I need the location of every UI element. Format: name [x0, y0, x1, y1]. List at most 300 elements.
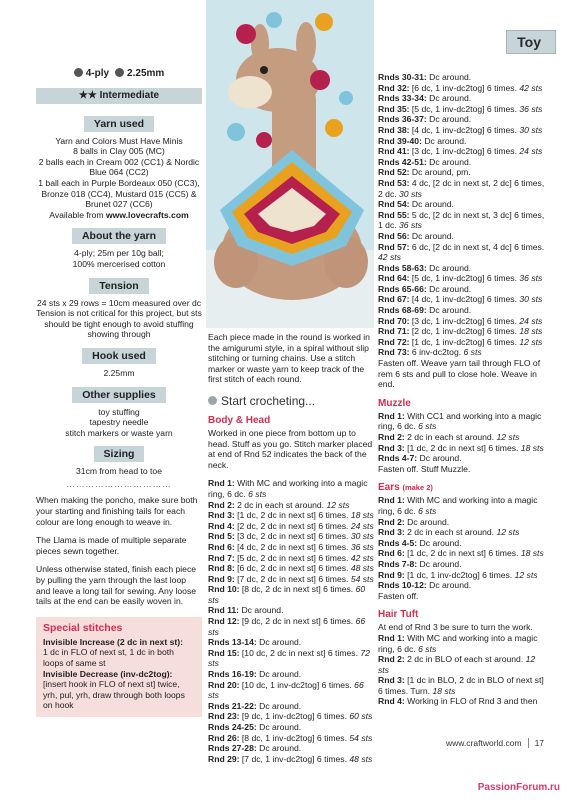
yarn-used-section — [36, 114, 202, 221]
stitch-count: 60 sts — [208, 584, 366, 605]
stitch-count: 12 sts — [496, 527, 520, 538]
round-instruction: Dc around. — [429, 305, 472, 316]
round-instruction: With MC and working into a magic ring, 6 dc. — [208, 478, 368, 499]
stitch-count: 18 sts — [520, 548, 544, 559]
stitch-count: 36 sts — [399, 220, 422, 231]
round-instruction: [1 dc, 2 dc in next st] 6 times. — [407, 442, 521, 453]
round-label: Rnd 73: — [378, 347, 412, 358]
round-instruction: 2 dc in BLO of each st around. — [407, 654, 526, 665]
stitch-count: 42 sts — [378, 252, 401, 263]
round-row — [378, 72, 548, 83]
inc-title — [43, 637, 195, 648]
hook-icon — [115, 68, 124, 77]
stitch-count: 30 sts — [519, 124, 543, 135]
round-row — [208, 510, 374, 521]
round-label: Rnds 33-34: — [378, 93, 430, 104]
stitch-count: 12 sts — [514, 569, 538, 580]
round-label: Rnd 23: — [208, 711, 242, 722]
round-instruction: With MC and working into a magic ring, 6 dc. — [378, 632, 538, 654]
round-instruction: Dc around. — [411, 230, 454, 241]
round-label: Rnd 3: — [378, 675, 408, 686]
round-row — [208, 605, 374, 616]
round-label: Rnd 5: — [208, 531, 238, 542]
dec-title-text: Invisible Decrease (inv-dc2tog): — [43, 668, 173, 679]
stitch-count: 36 sts — [350, 541, 374, 552]
round-row — [378, 559, 548, 570]
round-label: Rnds 58-63: — [378, 262, 430, 273]
round-instruction: Dc around. — [429, 93, 472, 104]
footer-site[interactable]: www.craftworld.com — [446, 738, 522, 748]
round-instruction: Dc around. — [429, 114, 472, 125]
round-label: Rnd 57: — [378, 241, 412, 252]
round-row — [378, 326, 548, 337]
stitch-count: 48 sts — [350, 563, 374, 574]
round-instruction: [1 dc, 2 dc in next st] 6 times. — [237, 510, 351, 521]
sizing-section — [36, 444, 202, 489]
round-instruction: Dc around. — [407, 516, 450, 527]
round-instruction: [3 dc, 2 dc in next st] 6 times. — [237, 531, 351, 542]
tension-text: 24 sts x 29 rows = 10cm measured over dc Tension is not critical for this project, but sts should be tight enough to avoid stuffing showing through — [36, 297, 202, 340]
round-row — [378, 696, 548, 707]
round-instruction: 6 dc, [2 dc in next st, 4 dc] 6 times. — [411, 241, 545, 252]
round-label: Rnd 6: — [208, 541, 238, 552]
stitch-count: 48 sts — [349, 753, 373, 764]
stitch-count: 18 sts — [520, 442, 544, 453]
round-instruction: Dc around. — [241, 605, 284, 616]
round-label: Rnds 24-25: — [208, 722, 260, 732]
round-row — [208, 669, 374, 680]
round-label: Rnds 4-7: — [378, 453, 420, 464]
middle-column — [208, 332, 374, 764]
round-label: Rnd 2: — [208, 499, 238, 510]
round-row — [378, 231, 548, 242]
stitch-count: 6 sts — [418, 643, 437, 654]
round-instruction: Dc around. — [419, 558, 462, 569]
hair-tuft-rows — [378, 633, 548, 707]
round-instruction: [6 dc, 1 inv-dc2tog] 6 times. — [411, 82, 520, 93]
avail-prefix: Available from — [49, 209, 106, 220]
round-label: Rnd 1: — [378, 632, 408, 643]
round-row — [208, 701, 374, 712]
round-row — [208, 637, 374, 648]
round-label: Rnd 2: — [378, 654, 408, 665]
round-row — [378, 104, 548, 115]
round-row — [208, 531, 374, 542]
round-label: Rnd 53: — [378, 177, 412, 188]
round-label: Rnd 6: — [378, 548, 408, 559]
round-label: Rnds 4-5: — [378, 537, 420, 548]
page-number: 17 — [528, 738, 544, 748]
tension-section — [36, 276, 202, 340]
section-heading: About the yarn — [72, 228, 166, 244]
dotted-divider: …………………………… — [66, 478, 172, 489]
muzzle-rows — [378, 411, 548, 464]
round-row — [378, 337, 548, 348]
round-row — [378, 654, 548, 675]
round-row — [378, 675, 548, 696]
round-label: Rnd 41: — [378, 146, 412, 157]
level-stars: ★★ — [78, 89, 97, 101]
round-label: Rnds 65-66: — [378, 283, 430, 294]
round-instruction: Dc around. — [259, 743, 302, 754]
fasten-off-text: Fasten off. Weave yarn tail through FLO of rem 6 sts and pull to close hole. Weave in end. — [378, 358, 541, 390]
round-label: Rnd 70: — [378, 315, 412, 326]
round-label: Rnd 29: — [208, 753, 242, 764]
round-instruction: [9 dc, 1 inv-dc2tog] 6 times. — [241, 711, 350, 722]
round-row — [378, 83, 548, 94]
start-crocheting-heading — [208, 393, 374, 409]
round-row — [208, 743, 374, 754]
round-label: Rnd 52: — [378, 167, 412, 178]
round-label: Rnds 16-19: — [208, 669, 260, 680]
round-label: Rnds 7-8: — [378, 558, 420, 569]
round-row — [208, 648, 374, 669]
yarn-line: 1 ball each in Purple Bordeaux 050 (CC3), Bronze 018 (CC4), Mustard 015 (CC5) & Brunet 027 (CC6) — [38, 177, 200, 210]
stitch-count: 30 sts — [399, 188, 422, 199]
round-row — [378, 570, 548, 581]
round-instruction: Dc around. — [419, 453, 462, 464]
round-label: Rnd 1: — [378, 410, 408, 421]
yarn-line: Yarn and Colors Must Have Minis — [55, 135, 183, 146]
stitch-count: 18 sts — [432, 685, 456, 696]
supply-line: tapestry needle — [89, 417, 149, 428]
round-row — [378, 517, 548, 528]
stitch-count: 60 sts — [349, 711, 373, 722]
stitch-count: 36 sts — [519, 273, 543, 284]
round-row — [378, 157, 548, 168]
hair-intro: At end of Rnd 3 be sure to turn the work. — [378, 622, 533, 633]
round-label: Rnd 9: — [378, 569, 408, 580]
sizing-text: 31cm from head to toe — [76, 466, 162, 477]
round-instruction: [2 dc, 2 dc in next st] 6 times. — [237, 520, 351, 531]
round-row — [378, 432, 548, 443]
round-instruction: Dc around, pm. — [411, 167, 471, 178]
round-row — [208, 722, 374, 733]
round-row — [378, 178, 548, 199]
round-label: Rnd 3: — [378, 442, 408, 453]
round-label: Rnd 1: — [378, 495, 408, 506]
round-instruction: [3 dc, 1 inv-dc2tog] 6 times. — [411, 315, 520, 326]
round-row — [208, 574, 374, 585]
round-instruction: [1 dc, 1 inv-dc2tog] 6 times. — [411, 336, 520, 347]
round-label: Rnds 42-51: — [378, 156, 430, 167]
note-paragraph: Unless otherwise stated, finish each piece by pulling the yarn through the last loop and leave a long tail for sewing. Any loose tails at the end can be easily woven in. — [36, 564, 197, 607]
section-heading: Tension — [89, 278, 148, 294]
round-row — [378, 199, 548, 210]
stitch-count: 24 sts — [519, 146, 543, 157]
right-column — [378, 72, 548, 707]
yarn-line: 8 balls in Clay 005 (MC) — [73, 146, 165, 157]
round-label: Rnd 35: — [378, 103, 412, 114]
round-label: Rnds 30-31: — [378, 72, 430, 82]
round-row — [378, 242, 548, 263]
about-yarn-section — [36, 226, 202, 269]
round-row — [208, 553, 374, 564]
llama-photo — [206, 0, 374, 328]
round-label: Rnd 3: — [208, 510, 238, 521]
round-label: Rnd 39-40: — [378, 135, 425, 146]
hook-text: 2.25mm — [103, 367, 135, 378]
section-heading: Hook used — [82, 348, 156, 364]
round-row — [378, 273, 548, 284]
round-label: Rnd 20: — [208, 679, 242, 690]
round-instruction: Dc around. — [429, 262, 472, 273]
round-instruction: [7 dc, 2 dc in next st] 6 times. — [237, 573, 351, 584]
round-row — [378, 538, 548, 549]
round-row — [378, 580, 548, 591]
round-row — [208, 521, 374, 532]
round-instruction: Dc around. — [259, 722, 302, 732]
round-label: Rnd 1: — [208, 478, 238, 489]
stitch-count: 30 sts — [519, 294, 543, 305]
round-label: Rnd 55: — [378, 209, 412, 220]
round-row — [378, 210, 548, 231]
round-instruction: [2 dc, 1 inv-dc2tog] 6 times. — [411, 326, 520, 337]
stitch-count: 18 sts — [350, 510, 374, 521]
round-label: Rnds 13-14: — [208, 637, 260, 648]
round-instruction: Dc around. — [259, 637, 302, 648]
round-instruction: [3 dc, 1 inv-dc2tog] 6 times. — [411, 146, 520, 157]
round-row — [378, 136, 548, 147]
round-label: Rnd 4: — [208, 520, 238, 531]
round-instruction: [4 dc, 1 inv-dc2tog] 6 times. — [411, 124, 520, 135]
round-instruction: 2 dc in each st around. — [407, 432, 497, 442]
section-tag: Toy — [506, 30, 556, 54]
section-heading: Sizing — [94, 446, 145, 462]
other-supplies-section — [36, 385, 202, 439]
yarn-availability — [36, 210, 202, 221]
round-row — [208, 478, 374, 499]
round-instruction: 2 dc in each st around. — [407, 527, 497, 538]
level-text: Intermediate — [99, 89, 160, 101]
stitch-count: 24 sts — [350, 520, 374, 531]
stitch-count: 54 sts — [349, 732, 373, 743]
stitch-count: 12 sts — [326, 499, 350, 510]
round-label: Rnd 26: — [208, 732, 242, 743]
stitch-count: 6 sts — [463, 347, 482, 358]
start-title: Start crocheting... — [221, 393, 316, 408]
round-label: Rnd 38: — [378, 124, 412, 135]
round-instruction: Dc around. — [259, 669, 302, 680]
stitch-count: 12 sts — [496, 432, 520, 442]
body-head-intro: Worked in one piece from bottom up to head. Stuff as you go. Stitch marker placed at end of Rnd 52 indicates the back of the neck. — [208, 427, 373, 470]
round-label: Rnd 64: — [378, 273, 412, 284]
round-instruction: Dc around. — [429, 156, 472, 167]
stitch-count: 12 sts — [378, 654, 536, 675]
round-row — [378, 284, 548, 295]
stitch-count: 6 sts — [418, 421, 437, 432]
ears-title — [378, 482, 548, 494]
stitch-count: 24 sts — [519, 315, 543, 326]
hook-spec — [115, 68, 164, 80]
body-head-title: Body & Head — [208, 414, 271, 426]
ply-label: 4-ply — [85, 68, 110, 79]
stitch-count: 54 sts — [350, 573, 374, 584]
round-instruction: Dc around. — [429, 580, 472, 591]
hook-used-section — [36, 346, 202, 379]
round-row — [208, 754, 374, 765]
note-paragraph: The Llama is made of multiple separate pieces sewn together. — [36, 535, 187, 556]
round-instruction: 4 dc, [2 dc in next st, 2 dc] 6 times, 2 dc. — [378, 177, 545, 199]
round-label: Rnd 12: — [208, 616, 242, 627]
stitch-count: 12 sts — [519, 336, 543, 347]
body-head-rows — [208, 478, 374, 764]
round-row — [378, 294, 548, 305]
round-label: Rnd 8: — [208, 563, 238, 574]
round-instruction: [1 dc, 1 inv-dc2tog] 6 times. — [407, 569, 515, 580]
round-row — [208, 584, 374, 605]
watermark: PassionForum.ru — [477, 782, 560, 794]
round-row — [378, 114, 548, 125]
round-row — [378, 527, 548, 538]
round-instruction: Dc around. — [411, 199, 454, 210]
round-instruction: Dc around. — [429, 283, 472, 294]
about-line: 100% mercerised cotton — [72, 258, 166, 269]
round-row — [378, 263, 548, 274]
round-label: Rnds 10-12: — [378, 580, 430, 591]
round-row — [378, 495, 548, 516]
yarn-ball-icon — [74, 68, 83, 77]
ears-note: (make 2) — [402, 483, 433, 493]
round-row — [208, 500, 374, 511]
round-instruction: [1 dc, 2 dc in next st] 6 times. — [407, 548, 521, 559]
left-column — [36, 68, 202, 717]
stitch-count: 72 sts — [208, 647, 370, 669]
page-footer — [446, 738, 544, 749]
stitch-count: 66 sts — [208, 679, 364, 701]
stitch-count: 36 sts — [519, 103, 543, 114]
about-line: 4-ply; 25m per 10g ball; — [74, 248, 164, 259]
round-instruction: 6 inv-dc2tog. — [411, 347, 464, 358]
body-head-rows-continued — [378, 72, 548, 358]
stitch-count: 66 sts — [208, 616, 366, 637]
round-instruction: Dc around. — [259, 700, 302, 711]
hair-tuft-title: Hair Tuft — [378, 609, 419, 621]
dec-text: [insert hook in FLO of next st] twice, yrh, pul, yrh, draw through both loops on hook — [43, 679, 185, 711]
lovecrafts-link[interactable]: www.lovecrafts.com — [105, 209, 189, 220]
supply-line: stitch markers or waste yarn — [65, 427, 173, 438]
supply-line: toy stuffing — [98, 406, 140, 417]
dec-title — [43, 669, 195, 680]
section-heading: Yarn used — [84, 116, 154, 132]
note-paragraph: When making the poncho, make sure both your starting and finishing tails for each colour are long enough to weave in. — [36, 495, 198, 527]
section-heading: Other supplies — [72, 387, 166, 403]
round-label: Rnd 9: — [208, 573, 238, 584]
round-instruction: [9 dc, 2 dc in next st] 6 times. — [241, 616, 356, 627]
round-instruction: [5 dc, 2 dc in next st] 6 times. — [237, 552, 351, 563]
round-instruction: With MC and working into a magic ring, 6 dc. — [378, 495, 538, 516]
round-label: Rnd 10: — [208, 584, 242, 595]
round-instruction: [10 dc, 1 inv-dc2tog] 6 times. — [241, 679, 355, 690]
bullet-dot-icon — [208, 396, 217, 405]
stitch-count: 30 sts — [350, 531, 374, 542]
round-row — [378, 453, 548, 464]
round-label: Rnd 72: — [378, 336, 412, 347]
ply-spec — [74, 68, 109, 80]
round-row — [378, 411, 548, 432]
round-row — [378, 146, 548, 157]
round-label: Rnd 32: — [378, 82, 412, 93]
round-instruction: [10 dc, 2 dc in next st] 6 times. — [241, 647, 361, 658]
stitch-count: 6 sts — [418, 505, 437, 516]
round-label: Rnd 15: — [208, 647, 242, 658]
round-instruction: [8 dc, 1 inv-dc2tog] 6 times. — [241, 732, 350, 743]
llama-illustration — [206, 0, 374, 328]
ears-title-text: Ears — [378, 482, 400, 494]
round-row — [208, 680, 374, 701]
round-label: Rnd 3: — [378, 527, 408, 538]
round-instruction: With CC1 and working into a magic ring, 6 dc. — [378, 410, 542, 432]
yarn-line: 2 balls each in Cream 002 (CC1) & Nordic Blue 064 (CC2) — [38, 156, 200, 178]
round-row — [378, 443, 548, 454]
round-instruction: Dc around. — [419, 537, 462, 548]
round-label: Rnd 2: — [378, 516, 408, 527]
round-row — [378, 167, 548, 178]
round-row — [208, 616, 374, 637]
round-label: Rnd 56: — [378, 230, 412, 241]
inc-text: 1 dc in FLO of next st, 1 dc in both loops of same st — [43, 647, 174, 668]
round-row — [208, 711, 374, 722]
round-row — [378, 633, 548, 654]
muzzle-title: Muzzle — [378, 397, 411, 409]
round-row — [378, 125, 548, 136]
round-instruction: Working in FLO of Rnd 3 and then — [407, 696, 538, 707]
round-row — [378, 93, 548, 104]
round-label: Rnd 4: — [378, 696, 408, 707]
round-row — [208, 563, 374, 574]
round-instruction: [4 dc, 2 dc in next st] 6 times. — [237, 541, 351, 552]
round-instruction: 5 dc, [2 dc in next st, 3 dc] 6 times, 1 dc. — [378, 209, 545, 231]
round-row — [208, 733, 374, 744]
round-row — [378, 305, 548, 316]
skill-level — [36, 88, 202, 104]
round-instruction: [5 dc, 1 inv-dc2tog] 6 times. — [411, 273, 520, 284]
special-stitches-title: Special stitches — [43, 621, 123, 634]
round-label: Rnd 7: — [208, 552, 238, 563]
round-instruction: [7 dc, 1 inv-dc2tog] 6 times. — [241, 753, 350, 764]
round-row — [378, 316, 548, 327]
round-label: Rnd 2: — [378, 432, 408, 442]
hook-label: 2.25mm — [127, 68, 165, 79]
special-stitches-box — [36, 617, 202, 717]
round-instruction: Dc around. — [429, 72, 472, 82]
round-instruction: [4 dc, 1 inv-dc2tog] 6 times. — [411, 294, 520, 305]
round-instruction: 2 dc in each st around. — [237, 499, 327, 510]
stitch-count: 42 sts — [350, 552, 374, 563]
round-row — [378, 347, 548, 358]
muzzle-end: Fasten off. Stuff Muzzle. — [378, 463, 471, 474]
stitch-count: 6 sts — [248, 488, 267, 499]
ears-end: Fasten off. — [378, 590, 419, 601]
round-label: Rnds 68-69: — [378, 305, 430, 316]
stitch-count: 18 sts — [519, 326, 543, 337]
round-label: Rnds 21-22: — [208, 700, 260, 711]
round-label: Rnd 11: — [208, 605, 242, 616]
spec-row — [36, 68, 202, 80]
round-instruction: [8 dc, 2 dc in next st] 6 times. — [241, 584, 356, 595]
round-instruction: [1 dc in BLO, 2 dc in BLO of next st] 6 times. Turn. — [378, 675, 544, 696]
round-label: Rnd 54: — [378, 199, 412, 210]
round-instruction: [5 dc, 1 inv-dc2tog] 6 times. — [411, 103, 520, 114]
round-label: Rnds 27-28: — [208, 743, 260, 754]
round-label: Rnd 67: — [378, 294, 412, 305]
intro-paragraph: Each piece made in the round is worked in the amigurumi style, in a spiral without slip stitching or turning chains. Use a stitch marker or waste yarn to keep track of the first stitch of each round. — [208, 332, 370, 385]
round-instruction: Dc around. — [424, 135, 467, 146]
round-row — [208, 542, 374, 553]
round-label: Rnd 71: — [378, 326, 412, 337]
round-instruction: [6 dc, 2 dc in next st] 6 times. — [237, 563, 351, 574]
ears-rows — [378, 495, 548, 590]
